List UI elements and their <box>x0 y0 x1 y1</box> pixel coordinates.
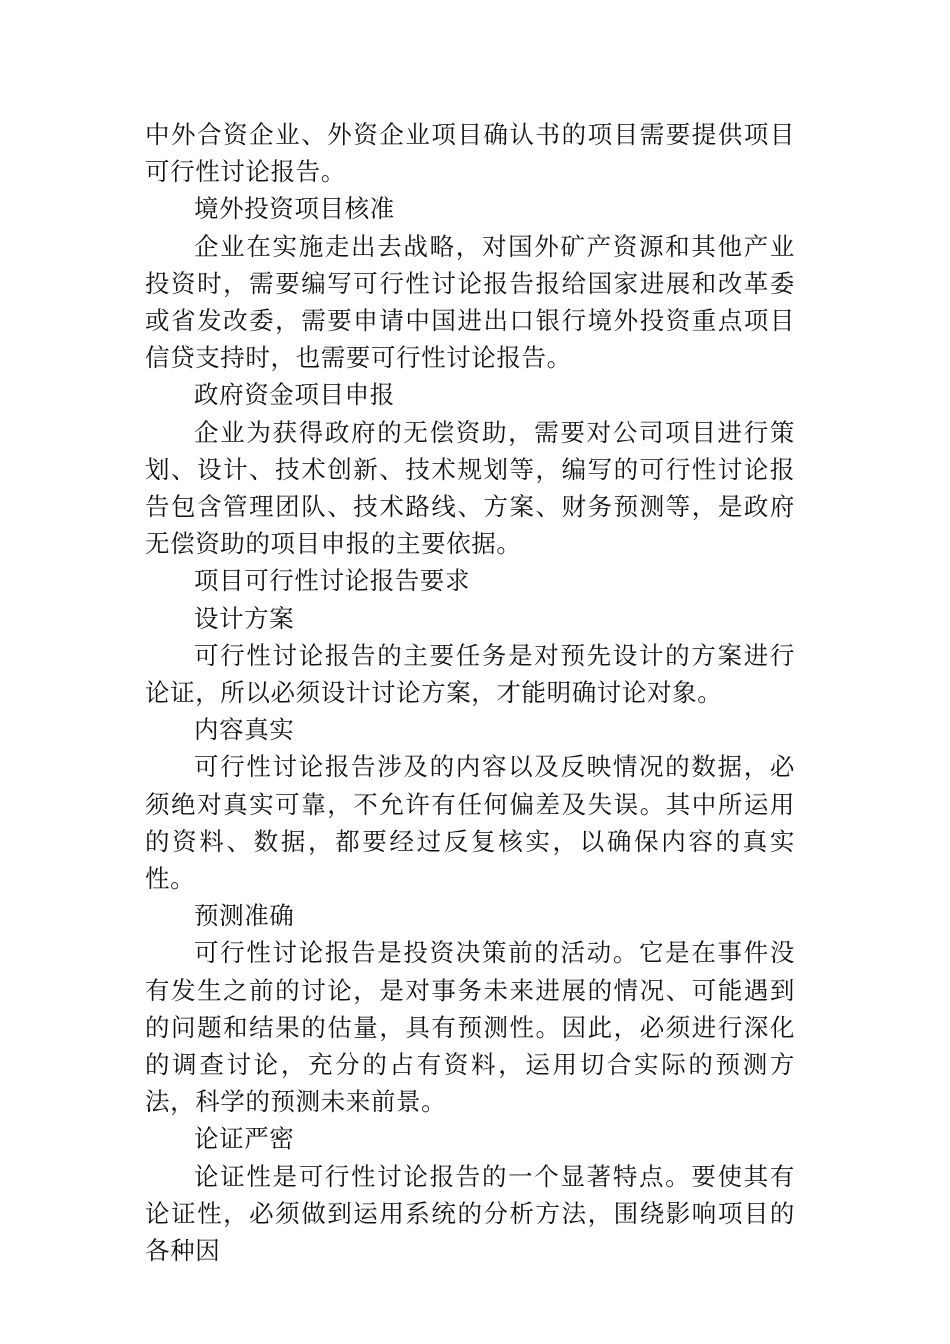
heading-accurate-forecast: 预测准确 <box>194 901 295 931</box>
heading-overseas-investment: 境外投资项目核准 <box>194 194 395 224</box>
heading-content-truthful: 内容真实 <box>194 715 295 745</box>
document-body <box>145 116 795 1269</box>
paragraph-overseas-investment: 企业在实施走出去战略，对国外矿产资源和其他产业投资时，需要编写可行性讨论报告报给国家进展和改革委或省发改委，需要申请中国进出口银行境外投资重点项目信贷支持时，也需要可行性讨论报告。 <box>145 231 795 373</box>
paragraph-content-truthful: 可行性讨论报告涉及的内容以及反映情况的数据，必须绝对真实可靠，不允许有任何偏差及失误。其中所运用的资料、数据，都要经过反复核实，以确保内容的真实性。 <box>145 752 795 894</box>
heading-government-funding: 政府资金项目申报 <box>194 380 395 410</box>
paragraph-government-funding: 企业为获得政府的无偿资助，需要对公司项目进行策划、设计、技术创新、技术规划等，编写的可行性讨论报告包含管理团队、技术路线、方案、财务预测等，是政府无偿资助的项目申报的主要依据。 <box>145 417 795 559</box>
heading-report-requirements: 项目可行性讨论报告要求 <box>194 566 471 596</box>
paragraph-continuation: 中外合资企业、外资企业项目确认书的项目需要提供项目可行性讨论报告。 <box>145 120 795 187</box>
heading-design-plan: 设计方案 <box>194 603 295 633</box>
paragraph-rigorous-argument: 论证性是可行性讨论报告的一个显著特点。要使其有论证性，必须做到运用系统的分析方法，围绕影响项目的各种因 <box>145 1161 795 1266</box>
paragraph-accurate-forecast: 可行性讨论报告是投资决策前的活动。它是在事件没有发生之前的讨论，是对事务未来进展的情况、可能遇到的问题和结果的估量，具有预测性。因此，必须进行深化的调查讨论，充分的占有资料，运用切合实际的预测方法，科学的预测未来前景。 <box>145 938 795 1117</box>
paragraph-design-plan: 可行性讨论报告的主要任务是对预先设计的方案进行论证，所以必须设计讨论方案，才能明确讨论对象。 <box>145 640 795 708</box>
heading-rigorous-argument: 论证严密 <box>194 1124 295 1154</box>
